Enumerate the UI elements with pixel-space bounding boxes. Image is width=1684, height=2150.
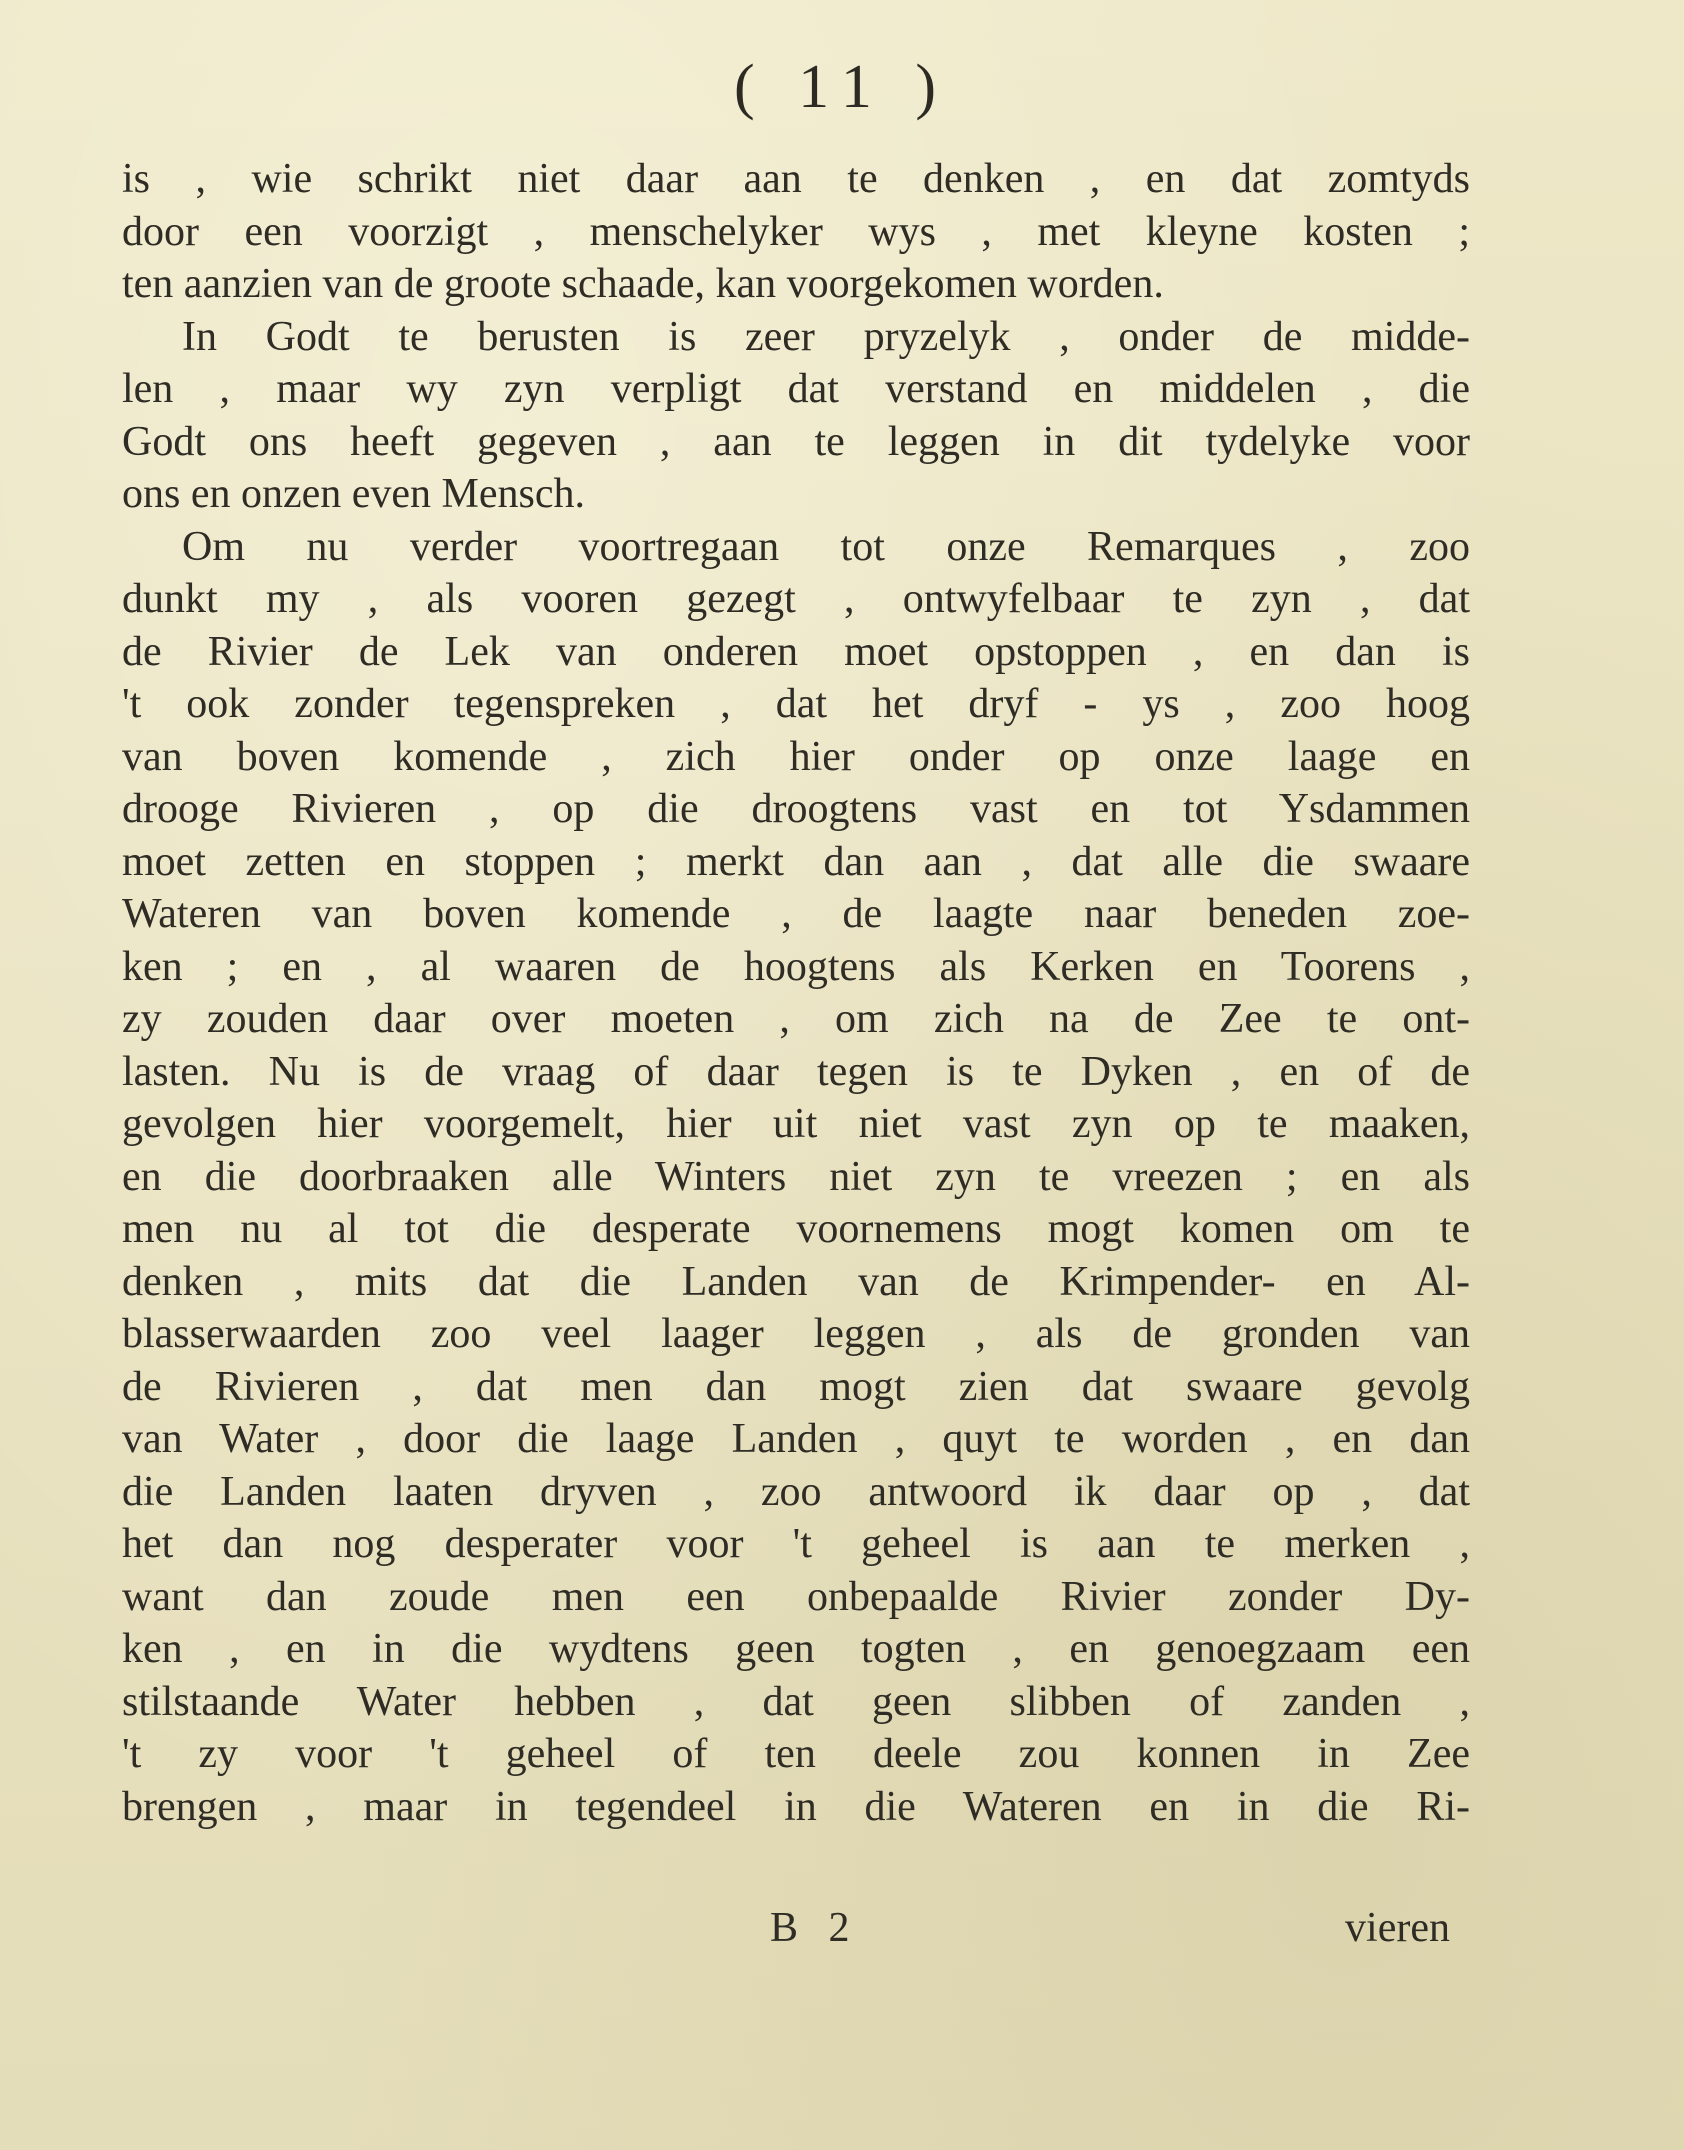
text-line: die Landen laaten dryven , zoo antwoord ik daar op , dat	[122, 1468, 1470, 1515]
text-line: men nu al tot die desperate voornemens mogt komen om te	[122, 1206, 1470, 1252]
text-line: brengen , maar in tegendeel in die Wateren en in die Ri-	[122, 1783, 1470, 1830]
text-line: lasten. Nu is de vraag of daar tegen is te Dyken , en of de	[122, 1048, 1470, 1095]
text-line: stilstaande Water hebben , dat geen slibben of zanden ,	[122, 1678, 1470, 1725]
text-line: blasserwaarden zoo veel laager leggen , als de gronden van	[122, 1311, 1470, 1357]
text-line: drooge Rivieren , op die droogtens vast en tot Ysdammen	[122, 786, 1470, 832]
text-line: In Godt te berusten is zeer pryzelyk , onder de midde-	[182, 313, 1470, 360]
text-line: van Water , door die laage Landen , quyt te worden , en dan	[122, 1416, 1470, 1462]
text-line: de Rivieren , dat men dan mogt zien dat swaare gevolg	[122, 1363, 1470, 1410]
text-line: gevolgen hier voorgemelt, hier uit niet vast zyn op te maaken,	[122, 1101, 1470, 1147]
text-line: ons en onzen even Mensch.	[122, 471, 586, 517]
text-line: zy zouden daar over moeten , om zich na de Zee te ont-	[122, 996, 1470, 1042]
text-line: denken , mits dat die Landen van de Krimpender- en Al-	[122, 1258, 1470, 1305]
text-line: ten aanzien van de groote schaade, kan voorgekomen worden.	[122, 261, 1164, 307]
text-line: 't zy voor 't geheel of ten deele zou konnen in Zee	[122, 1731, 1470, 1777]
page-number: ( 11 )	[734, 53, 950, 121]
text-line: ken , en in die wydtens geen togten , en genoegzaam een	[122, 1626, 1470, 1672]
text-line: en die doorbraaken alle Winters niet zyn te vreezen ; en als	[122, 1153, 1470, 1200]
text-line: ken ; en , al waaren de hoogtens als Kerken en Toorens ,	[122, 943, 1470, 990]
text-line: Wateren van boven komende , de laagte naar beneden zoe-	[122, 891, 1470, 937]
text-line: het dan nog desperater voor 't geheel is aan te merken ,	[122, 1521, 1470, 1567]
page-footer	[122, 1904, 1470, 1960]
text-line: Godt ons heeft gegeven , aan te leggen in dit tydelyke voor	[122, 418, 1470, 465]
text-line: van boven komende , zich hier onder op onze laage en	[122, 733, 1470, 780]
text-line: moet zetten en stoppen ; merkt dan aan , dat alle die swaare	[122, 838, 1470, 885]
text-line: want dan zoude men een onbepaalde Rivier zonder Dy-	[122, 1573, 1470, 1620]
text-line: dunkt my , als vooren gezegt , ontwyfelbaar te zyn , dat	[122, 576, 1470, 622]
text-line: 't ook zonder tegenspreken , dat het dryf - ys , zoo hoog	[122, 681, 1470, 727]
text-line: is , wie schrikt niet daar aan te denken , en dat zomtyds	[122, 156, 1470, 202]
body-text	[122, 153, 1470, 1833]
text-line: de Rivier de Lek van onderen moet opstoppen , en dan is	[122, 628, 1470, 675]
text-line: door een voorzigt , menschelyker wys , met kleyne kosten ;	[122, 208, 1470, 255]
text-line: Om nu verder voortregaan tot onze Remarques , zoo	[182, 523, 1470, 570]
text-line: len , maar wy zyn verpligt dat verstand en middelen , die	[122, 366, 1470, 412]
signature-mark: B 2	[770, 1905, 860, 1951]
catchword: vieren	[1345, 1905, 1450, 1951]
